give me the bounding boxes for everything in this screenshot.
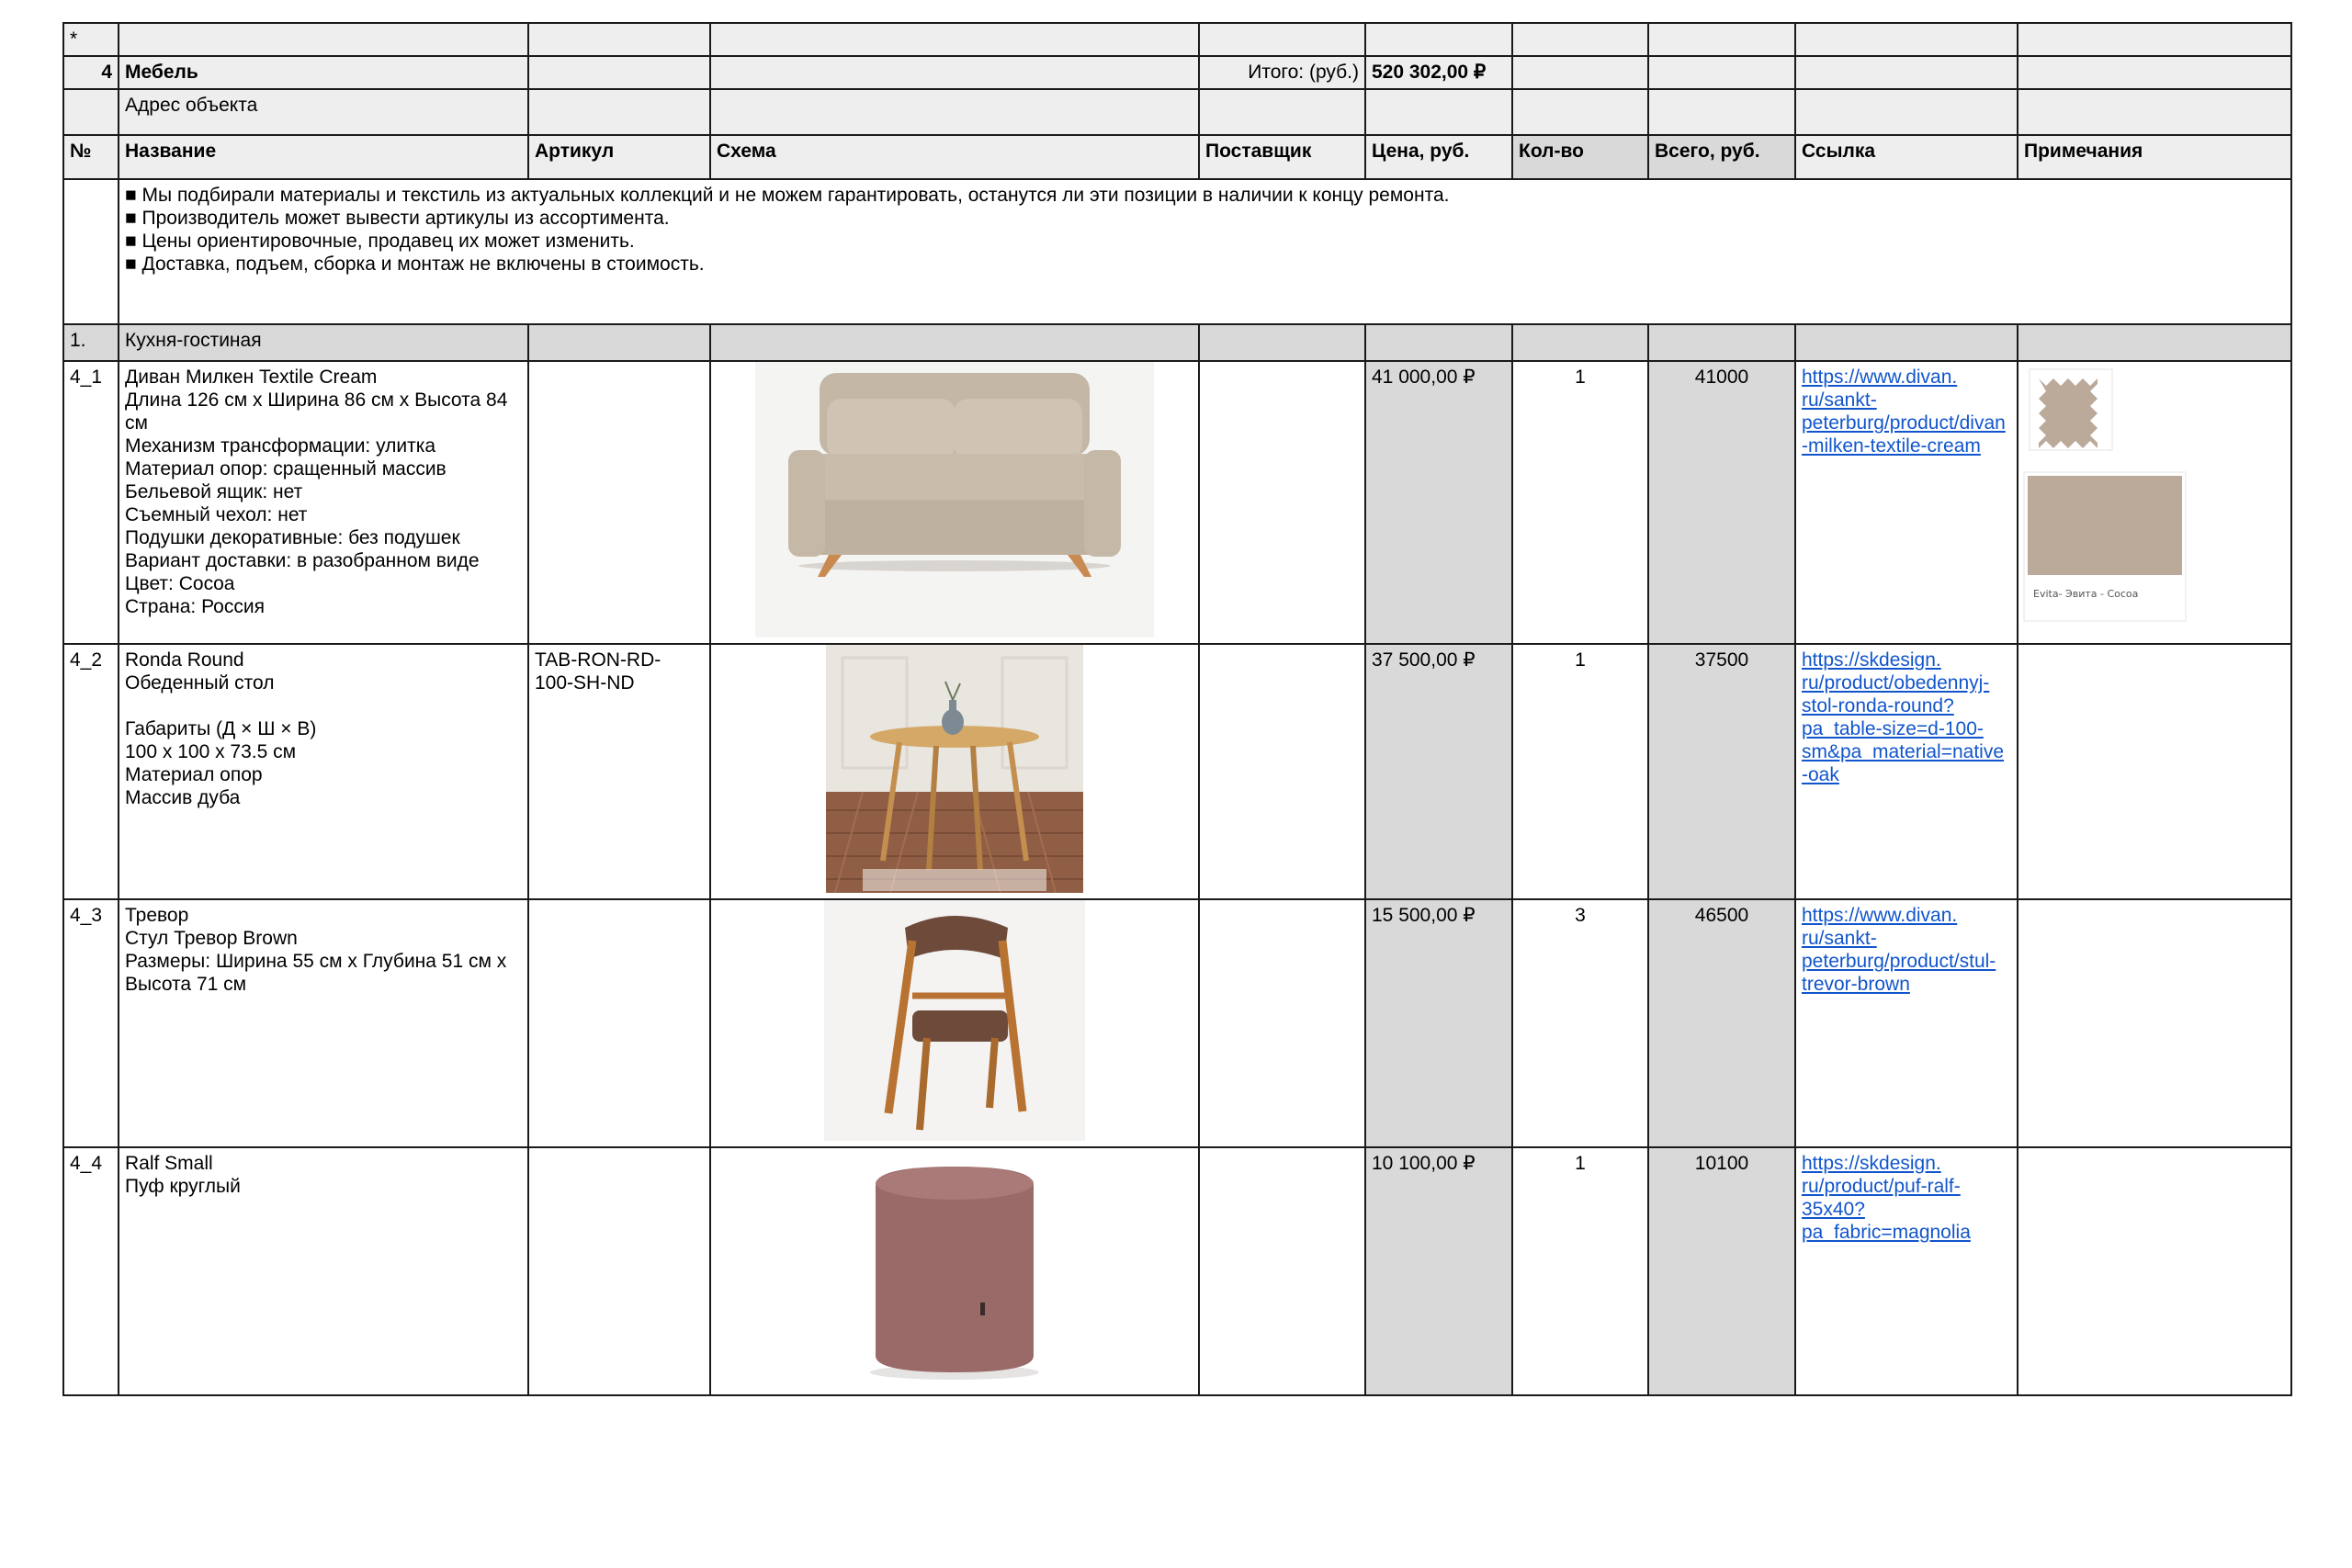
col-header-supplier[interactable]: Поставщик	[1199, 135, 1365, 179]
item-supplier[interactable]	[1199, 1147, 1365, 1395]
empty-cell[interactable]	[528, 324, 710, 361]
empty-cell[interactable]	[1199, 89, 1365, 135]
item-notes[interactable]	[2018, 1147, 2291, 1395]
item-link-cell[interactable]	[1795, 899, 2018, 1147]
item-supplier[interactable]	[1199, 361, 1365, 644]
item-name[interactable]: Тревор Стул Тревор Brown Размеры: Ширина 55 см х Глубина 51 см х Высота 71 см	[119, 899, 528, 1147]
item-notes[interactable]	[2018, 361, 2291, 644]
empty-cell[interactable]	[2018, 89, 2291, 135]
table-row	[63, 899, 2291, 1147]
pouf-image	[844, 1148, 1065, 1394]
empty-cell[interactable]	[1795, 56, 2018, 89]
item-price[interactable]: 15 500,00 ₽	[1365, 899, 1512, 1147]
item-name[interactable]: Ronda Round Обеденный стол Габариты (Д × Ш × В) 100 х 100 х 73.5 см Материал опор Массив дуба	[119, 644, 528, 899]
empty-cell[interactable]	[1795, 324, 2018, 361]
total-value[interactable]: 520 302,00 ₽	[1365, 56, 1512, 89]
empty-cell[interactable]	[119, 23, 528, 56]
col-header-total[interactable]: Всего, руб.	[1648, 135, 1795, 179]
item-name[interactable]: Диван Милкен Textile Cream Длина 126 см х Ширина 86 см х Высота 84 см Механизм трансформации: улитка Материал опор: сращенный массив Бельевой ящик: нет Съемный чехол: нет Подушки декоративные: без подушек Вариант доставки: в разобранном виде Цвет: Cocoa Страна: Россия	[119, 361, 528, 644]
empty-cell[interactable]	[2018, 56, 2291, 89]
col-header-num[interactable]: №	[63, 135, 119, 179]
item-scheme[interactable]	[710, 1147, 1199, 1395]
item-supplier[interactable]	[1199, 899, 1365, 1147]
section-number[interactable]: 4	[63, 56, 119, 89]
empty-cell[interactable]	[1648, 89, 1795, 135]
item-id[interactable]: 4_1	[63, 361, 119, 644]
item-qty[interactable]: 3	[1512, 899, 1648, 1147]
empty-cell[interactable]	[710, 89, 1199, 135]
empty-cell[interactable]	[1512, 23, 1648, 56]
empty-cell[interactable]	[528, 89, 710, 135]
empty-cell[interactable]	[1199, 23, 1365, 56]
item-id[interactable]: 4_3	[63, 899, 119, 1147]
item-link[interactable]: https://www.divan. ru/sankt- peterburg/product/divan -milken-textile-cream	[1802, 367, 2006, 457]
item-link[interactable]: https://www.divan. ru/sankt- peterburg/product/stul- trevor-brown	[1802, 905, 1996, 995]
empty-cell[interactable]	[1648, 324, 1795, 361]
total-label[interactable]: Итого: (руб.)	[1199, 56, 1365, 89]
swatch-caption: Evita- Эвита - Cocoa	[2033, 588, 2139, 600]
item-price[interactable]: 37 500,00 ₽	[1365, 644, 1512, 899]
empty-cell[interactable]	[710, 324, 1199, 361]
disclaimer-line: ■ Мы подбирали материалы и текстиль из актуальных коллекций и не можем гарантировать, останутся ли эти позиции в наличии к концу ремонта.	[125, 185, 1450, 206]
col-header-name[interactable]: Название	[119, 135, 528, 179]
item-link-cell[interactable]	[1795, 361, 2018, 644]
disclaimer-cell[interactable]	[119, 179, 2291, 324]
item-supplier[interactable]	[1199, 644, 1365, 899]
group-title[interactable]: Кухня-гостиная	[119, 324, 528, 361]
empty-cell[interactable]	[1365, 23, 1512, 56]
empty-cell[interactable]	[1199, 324, 1365, 361]
empty-cell[interactable]	[1512, 324, 1648, 361]
item-price[interactable]: 41 000,00 ₽	[1365, 361, 1512, 644]
item-scheme[interactable]	[710, 899, 1199, 1147]
item-qty[interactable]: 1	[1512, 361, 1648, 644]
item-link[interactable]: https://skdesign. ru/product/puf-ralf- 35x40? pa_fabric=magnolia	[1802, 1153, 1971, 1243]
disclaimer-line: ■ Цены ориентировочные, продавец их может изменить.	[125, 231, 635, 252]
item-total[interactable]: 10100	[1648, 1147, 1795, 1395]
item-scheme[interactable]	[710, 361, 1199, 644]
table-row	[63, 361, 2291, 644]
empty-cell[interactable]	[710, 23, 1199, 56]
empty-cell[interactable]	[63, 179, 119, 324]
item-article[interactable]	[528, 1147, 710, 1395]
item-qty[interactable]: 1	[1512, 1147, 1648, 1395]
empty-cell[interactable]	[2018, 324, 2291, 361]
item-link-cell[interactable]	[1795, 644, 2018, 899]
corner-cell[interactable]	[63, 23, 119, 56]
col-header-article[interactable]: Артикул	[528, 135, 710, 179]
empty-cell[interactable]	[1365, 89, 1512, 135]
item-notes[interactable]	[2018, 644, 2291, 899]
corner-mark: *	[70, 28, 78, 50]
disclaimer-line: ■ Доставка, подъем, сборка и монтаж не включены в стоимость.	[125, 254, 705, 275]
col-header-scheme[interactable]: Схема	[710, 135, 1199, 179]
item-price[interactable]: 10 100,00 ₽	[1365, 1147, 1512, 1395]
item-total[interactable]: 37500	[1648, 644, 1795, 899]
empty-cell[interactable]	[710, 56, 1199, 89]
table-image	[826, 645, 1083, 898]
chair-image	[824, 900, 1085, 1146]
item-notes[interactable]	[2018, 899, 2291, 1147]
empty-cell[interactable]	[1512, 89, 1648, 135]
empty-cell[interactable]	[1795, 23, 2018, 56]
item-qty[interactable]: 1	[1512, 644, 1648, 899]
sofa-image	[755, 362, 1154, 643]
disclaimer-line: ■ Производитель может вывести артикулы из ассортимента.	[125, 208, 670, 229]
table-row	[63, 644, 2291, 899]
empty-cell[interactable]	[1648, 56, 1795, 89]
item-article[interactable]	[528, 899, 710, 1147]
item-total[interactable]: 46500	[1648, 899, 1795, 1147]
col-header-qty[interactable]: Кол-во	[1512, 135, 1648, 179]
empty-cell[interactable]	[2018, 23, 2291, 56]
section-title[interactable]: Мебель	[119, 56, 528, 89]
group-number[interactable]: 1.	[63, 324, 119, 361]
item-link-cell[interactable]	[1795, 1147, 2018, 1395]
empty-cell[interactable]	[528, 56, 710, 89]
table-row	[63, 1147, 2291, 1395]
col-header-link[interactable]: Ссылка	[1795, 135, 2018, 179]
item-link[interactable]: https://skdesign. ru/product/obedennyj- stol-ronda-round? pa_table-size=d-100- sm&pa_material=native -oak	[1802, 649, 2005, 785]
item-id[interactable]: 4_2	[63, 644, 119, 899]
col-header-notes[interactable]: Примечания	[2018, 135, 2291, 179]
empty-cell[interactable]	[63, 89, 119, 135]
empty-cell[interactable]	[1512, 56, 1648, 89]
empty-cell[interactable]	[1365, 324, 1512, 361]
item-article[interactable]: TAB-RON-RD- 100-SH-ND	[528, 644, 710, 899]
item-id[interactable]: 4_4	[63, 1147, 119, 1395]
empty-cell[interactable]	[1795, 89, 2018, 135]
col-header-price[interactable]: Цена, руб.	[1365, 135, 1512, 179]
item-scheme[interactable]	[710, 644, 1199, 899]
item-article[interactable]	[528, 361, 710, 644]
empty-cell[interactable]	[1648, 23, 1795, 56]
address-label[interactable]: Адрес объекта	[119, 89, 528, 135]
item-total[interactable]: 41000	[1648, 361, 1795, 644]
empty-cell[interactable]	[528, 23, 710, 56]
spreadsheet	[62, 22, 2292, 1396]
fabric-swatch-image	[2022, 366, 2206, 623]
item-name[interactable]: Ralf Small Пуф круглый	[119, 1147, 528, 1395]
